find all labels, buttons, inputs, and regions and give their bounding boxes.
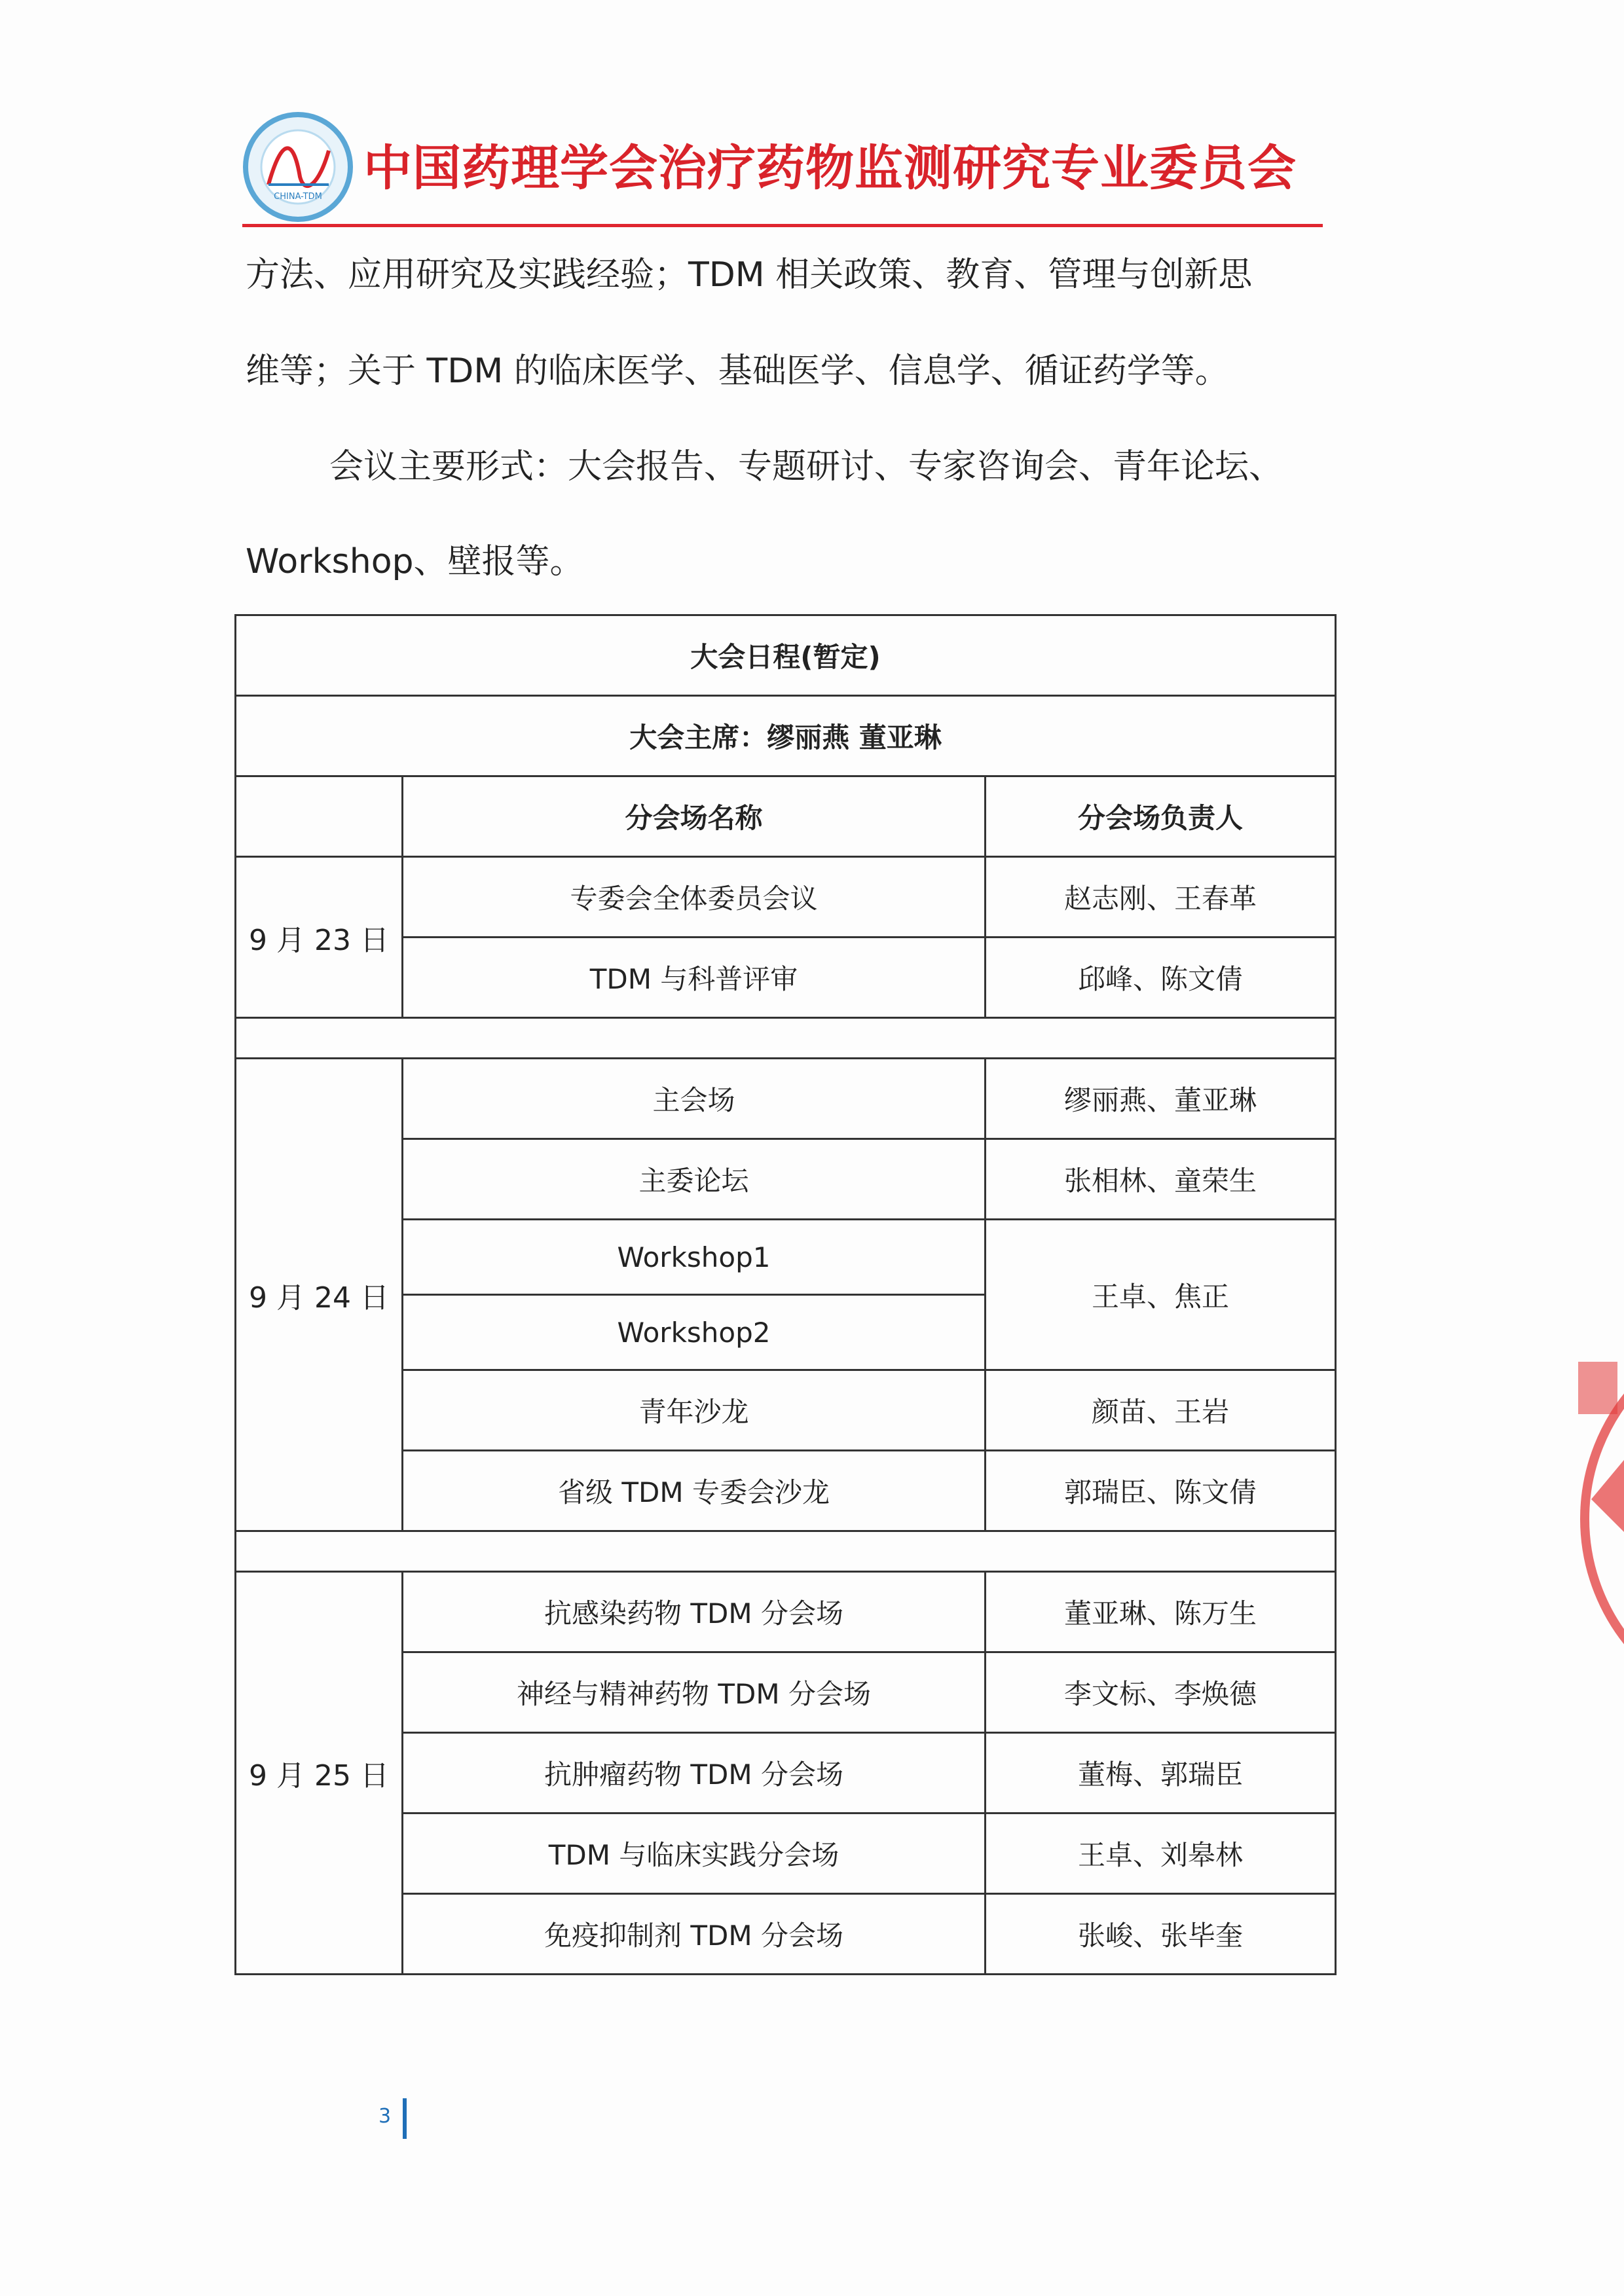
session-lead: 王卓、焦正 bbox=[986, 1220, 1336, 1370]
session-name: TDM 与科普评审 bbox=[403, 938, 986, 1018]
conference-chairs: 大会主席：缪丽燕 董亚琳 bbox=[236, 696, 1336, 776]
session-name: 抗感染药物 TDM 分会场 bbox=[403, 1572, 986, 1652]
session-name: 省级 TDM 专委会沙龙 bbox=[403, 1451, 986, 1531]
table-row bbox=[236, 1572, 1336, 1652]
session-name: 专委会全体委员会议 bbox=[403, 857, 986, 938]
session-name: 主委论坛 bbox=[403, 1139, 986, 1220]
conference-schedule-table bbox=[234, 614, 1337, 1975]
letterhead bbox=[242, 111, 1323, 236]
page-number-bar bbox=[403, 2098, 407, 2139]
session-name: Workshop2 bbox=[403, 1295, 986, 1370]
day-date: 9 月 25 日 bbox=[236, 1572, 403, 1975]
session-lead: 邱峰、陈文倩 bbox=[986, 938, 1336, 1018]
session-lead: 李文标、李焕德 bbox=[986, 1652, 1336, 1733]
day-separator bbox=[236, 1531, 1336, 1572]
session-name: Workshop1 bbox=[403, 1220, 986, 1295]
body-text-line: 方法、应用研究及实践经验；TDM 相关政策、教育、管理与创新思 bbox=[246, 255, 1253, 295]
session-lead: 王卓、刘皋林 bbox=[986, 1813, 1336, 1894]
session-lead: 郭瑞臣、陈文倩 bbox=[986, 1451, 1336, 1531]
session-lead: 董梅、郭瑞臣 bbox=[986, 1733, 1336, 1813]
session-lead: 董亚琳、陈万生 bbox=[986, 1572, 1336, 1652]
session-name: 神经与精神药物 TDM 分会场 bbox=[403, 1652, 986, 1733]
session-lead: 张相林、童荣生 bbox=[986, 1139, 1336, 1220]
red-seal-stamp-icon bbox=[1565, 1336, 1624, 1702]
schedule-title: 大会日程(暂定) bbox=[236, 615, 1336, 696]
day-date: 9 月 23 日 bbox=[236, 857, 403, 1018]
table-row bbox=[236, 1059, 1336, 1139]
logo-text: CHINA-TDM bbox=[274, 192, 322, 202]
header-divider bbox=[242, 224, 1323, 227]
date-column-header bbox=[236, 776, 403, 857]
organization-name: 中国药理学会治疗药物监测研究专业委员会 bbox=[363, 140, 1297, 196]
session-name: TDM 与临床实践分会场 bbox=[403, 1813, 986, 1894]
body-text-line: Workshop、壁报等。 bbox=[246, 542, 584, 581]
session-name: 抗肿瘤药物 TDM 分会场 bbox=[403, 1733, 986, 1813]
session-name: 青年沙龙 bbox=[403, 1370, 986, 1451]
lead-column-header: 分会场负责人 bbox=[986, 776, 1336, 857]
body-text-line: 维等；关于 TDM 的临床医学、基础医学、信息学、循证药学等。 bbox=[246, 352, 1229, 391]
page-number: 3 bbox=[378, 2105, 392, 2128]
session-column-header: 分会场名称 bbox=[403, 776, 986, 857]
day-separator bbox=[236, 1018, 1336, 1059]
day-date: 9 月 24 日 bbox=[236, 1059, 403, 1531]
session-name: 主会场 bbox=[403, 1059, 986, 1139]
table-row bbox=[236, 857, 1336, 938]
society-logo-icon bbox=[242, 111, 354, 223]
session-lead: 张峻、张毕奎 bbox=[986, 1894, 1336, 1975]
session-lead: 缪丽燕、董亚琳 bbox=[986, 1059, 1336, 1139]
session-name: 免疫抑制剂 TDM 分会场 bbox=[403, 1894, 986, 1975]
session-lead: 赵志刚、王春革 bbox=[986, 857, 1336, 938]
session-lead: 颜苗、王岩 bbox=[986, 1370, 1336, 1451]
body-text-paragraph: 会议主要形式：大会报告、专题研讨、专家咨询会、青年论坛、 bbox=[329, 447, 1283, 486]
